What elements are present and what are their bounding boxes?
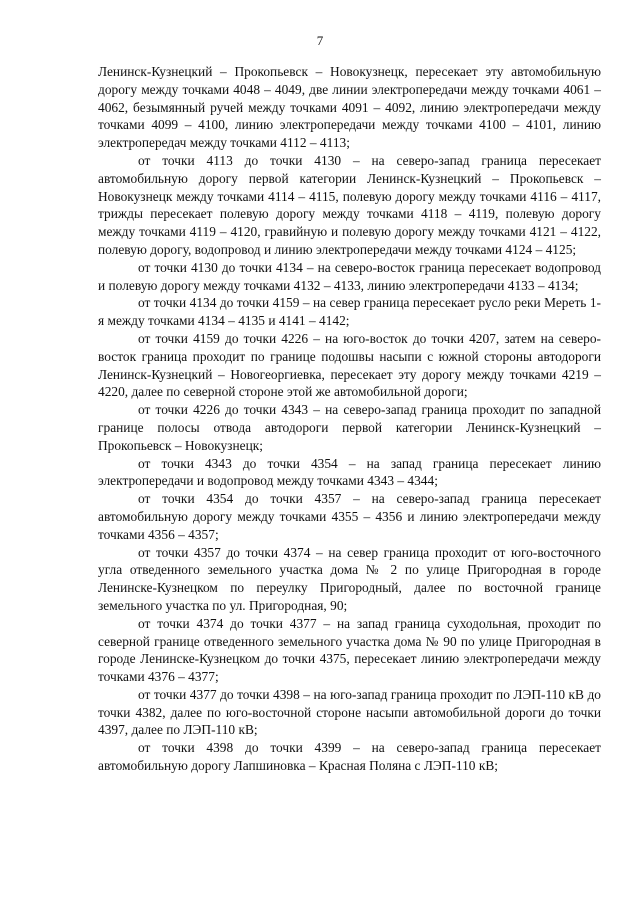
paragraph: от точки 4159 до точки 4226 – на юго-восток до точки 4207, затем на северо-восток граница проходит по границе подошвы насыпи с южной стороны автодороги Ленинск-Кузнецкий – Новогеоргиевка, пересекает эту дорогу между точками 4219 – 4220, далее по северной стороне этой же автомобильной дороги; [98, 330, 601, 400]
paragraph: от точки 4130 до точки 4134 – на северо-восток граница пересекает водопровод и полевую дорогу между точками 4132 – 4133, линию электропередачи 4133 – 4134; [98, 259, 601, 293]
paragraph: от точки 4357 до точки 4374 – на север граница проходит от юго-восточного угла отведенного земельного участка дома № 2 по улице Пригородная в городе Ленинске-Кузнецком по переулку Пригородный, далее по восточной границе земельного участка по ул. Пригородная, 90; [98, 544, 601, 613]
paragraph: от точки 4377 до точки 4398 – на юго-запад граница проходит по ЛЭП-110 кВ до точки 4382, далее по юго-восточной стороне насыпи автомобильной дороги до точки 4397, далее по ЛЭП-110 кВ; [98, 686, 601, 738]
paragraph: от точки 4354 до точки 4357 – на северо-запад граница пересекает автомобильную дорогу между точками 4355 – 4356 и линию электропередачи между точками 4356 – 4357; [98, 491, 601, 542]
paragraph: от точки 4226 до точки 4343 – на северо-запад граница проходит по западной границе полосы отвода автодороги первой категории Ленинск-Кузнецкий – Прокопьевск – Новокузнецк; [98, 402, 601, 453]
document-body [98, 63, 601, 775]
paragraph: от точки 4113 до точки 4130 – на северо-запад граница пересекает автомобильную дорогу первой категории Ленинск-Кузнецкий – Прокопьевск – Новокузнецк между точками 4114 – 4115, полевую дорогу между точками 4116 – 4117, трижды пересекает полевую дорогу между точками 4118 – 4119, полевую дорогу между точками 4119 – 4120, гравийную и полевую дорогу между точками 4121 – 4122, полевую дорогу, водопровод и линию электропередачи между точками 4124 – 4125; [98, 152, 601, 257]
paragraph: Ленинск-Кузнецкий – Прокопьевск – Новокузнецк, пересекает эту автомобильную дорогу между точками 4048 – 4049, две линии электропередачи между точками 4061 – 4062, безымянный ручей между точками 4091 – 4092, линию электропередачи между точками 4099 – 4100, линию электропередачи между точками 4100 – 4101, линию электропередач между точками 4112 – 4113; [98, 64, 601, 151]
paragraph: от точки 4343 до точки 4354 – на запад граница пересекает линию электропередачи и водопровод между точками 4343 – 4344; [98, 455, 601, 489]
paragraph: от точки 4398 до точки 4399 – на северо-запад граница пересекает автомобильную дорогу Лапшиновка – Красная Поляна с ЛЭП-110 кВ; [98, 740, 601, 774]
paragraph: от точки 4374 до точки 4377 – на запад граница суходольная, проходит по северной границе отведенного земельного участка дома № 90 по улице Пригородная в городе Ленинске-Кузнецком до точки 4375, пересекает линию электропередачи между точками 4376 – 4377; [98, 615, 601, 685]
paragraph: от точки 4134 до точки 4159 – на север граница пересекает русло реки Мереть 1-я между точками 4134 – 4135 и 4141 – 4142; [98, 295, 601, 329]
page-number: 7 [316, 33, 324, 48]
